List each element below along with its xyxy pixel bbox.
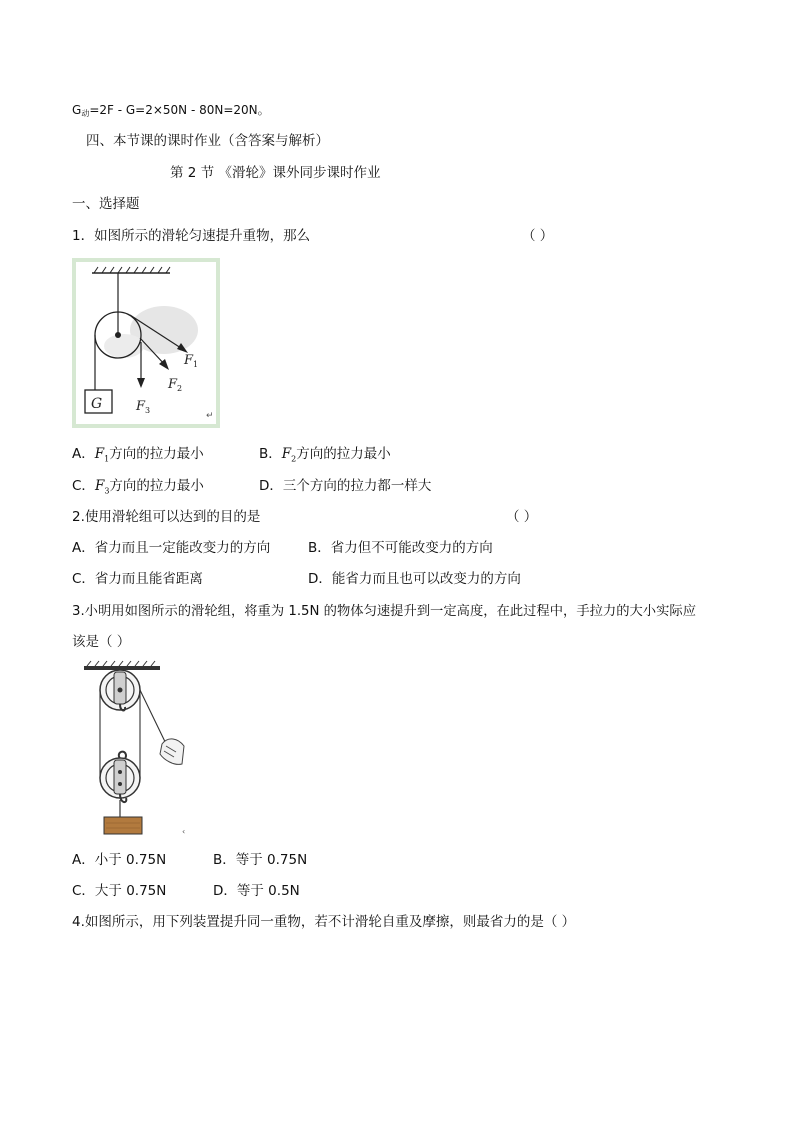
q1-answer-paren: （ ）: [522, 228, 554, 244]
q1-stem: 1．如图所示的滑轮匀速提升重物，那么: [72, 228, 311, 244]
formula-g-subscript: 动: [81, 109, 90, 118]
q3-option-a: A．小于 0.75N: [72, 852, 167, 868]
q2-option-d: D．能省力而且也可以改变力的方向: [308, 571, 521, 587]
q4-stem: 4.如图所示，用下列装置提升同一重物，若不计滑轮自重及摩擦，则最省力的是（ ）: [72, 914, 576, 930]
q1-option-b: B．$F_2$方向的拉力最小: [259, 446, 391, 464]
q1-figure-f1-label: $F_1$: [184, 353, 199, 369]
figure-mark-icon: ‹: [182, 827, 186, 836]
q3-option-b: B．等于 0.75N: [213, 852, 308, 868]
q3-pulley-block-figure: [84, 660, 194, 840]
q3-option-d: D．等于 0.5N: [213, 883, 300, 899]
part-heading: 一、选择题: [72, 196, 140, 212]
q1-option-a: A．$F_1$方向的拉力最小: [72, 446, 204, 464]
formula-line: [72, 101, 270, 123]
q2-option-b: B．省力但不可能改变力的方向: [308, 540, 493, 556]
doc-title: 第 2 节 《滑轮》课外同步课时作业: [170, 165, 381, 181]
q1-figure-g-label: G: [91, 396, 103, 412]
q1-figure-f3-label: $F_3$: [136, 399, 151, 415]
formula-rest: =2F - G=2×50N - 80N=20N。: [89, 103, 270, 117]
q2-option-c: C．省力而且能省距离: [72, 571, 203, 587]
q1-fixed-pulley-figure: [72, 258, 220, 428]
q3-stem-line2: 该是（ ）: [72, 634, 131, 650]
q2-answer-paren: （ ）: [506, 509, 538, 525]
section-heading: 四、本节课的课时作业（含答案与解析）: [86, 133, 329, 149]
q1-figure-f2-label: $F_2$: [168, 377, 183, 393]
q1-option-d: D．三个方向的拉力都一样大: [259, 478, 432, 494]
q3-stem-line1: 3.小明用如图所示的滑轮组，将重为 1.5N 的物体匀速提升到一定高度，在此过程中，手拉力的大小实际应: [72, 604, 696, 619]
formula-g: G: [72, 103, 82, 117]
q2-option-a: A．省力而且一定能改变力的方向: [72, 540, 271, 556]
q3-option-c: C．大于 0.75N: [72, 883, 167, 899]
return-mark-icon: ↵: [206, 411, 214, 421]
q2-stem: 2.使用滑轮组可以达到的目的是: [72, 509, 261, 525]
q1-option-c: C．$F_3$方向的拉力最小: [72, 478, 204, 496]
